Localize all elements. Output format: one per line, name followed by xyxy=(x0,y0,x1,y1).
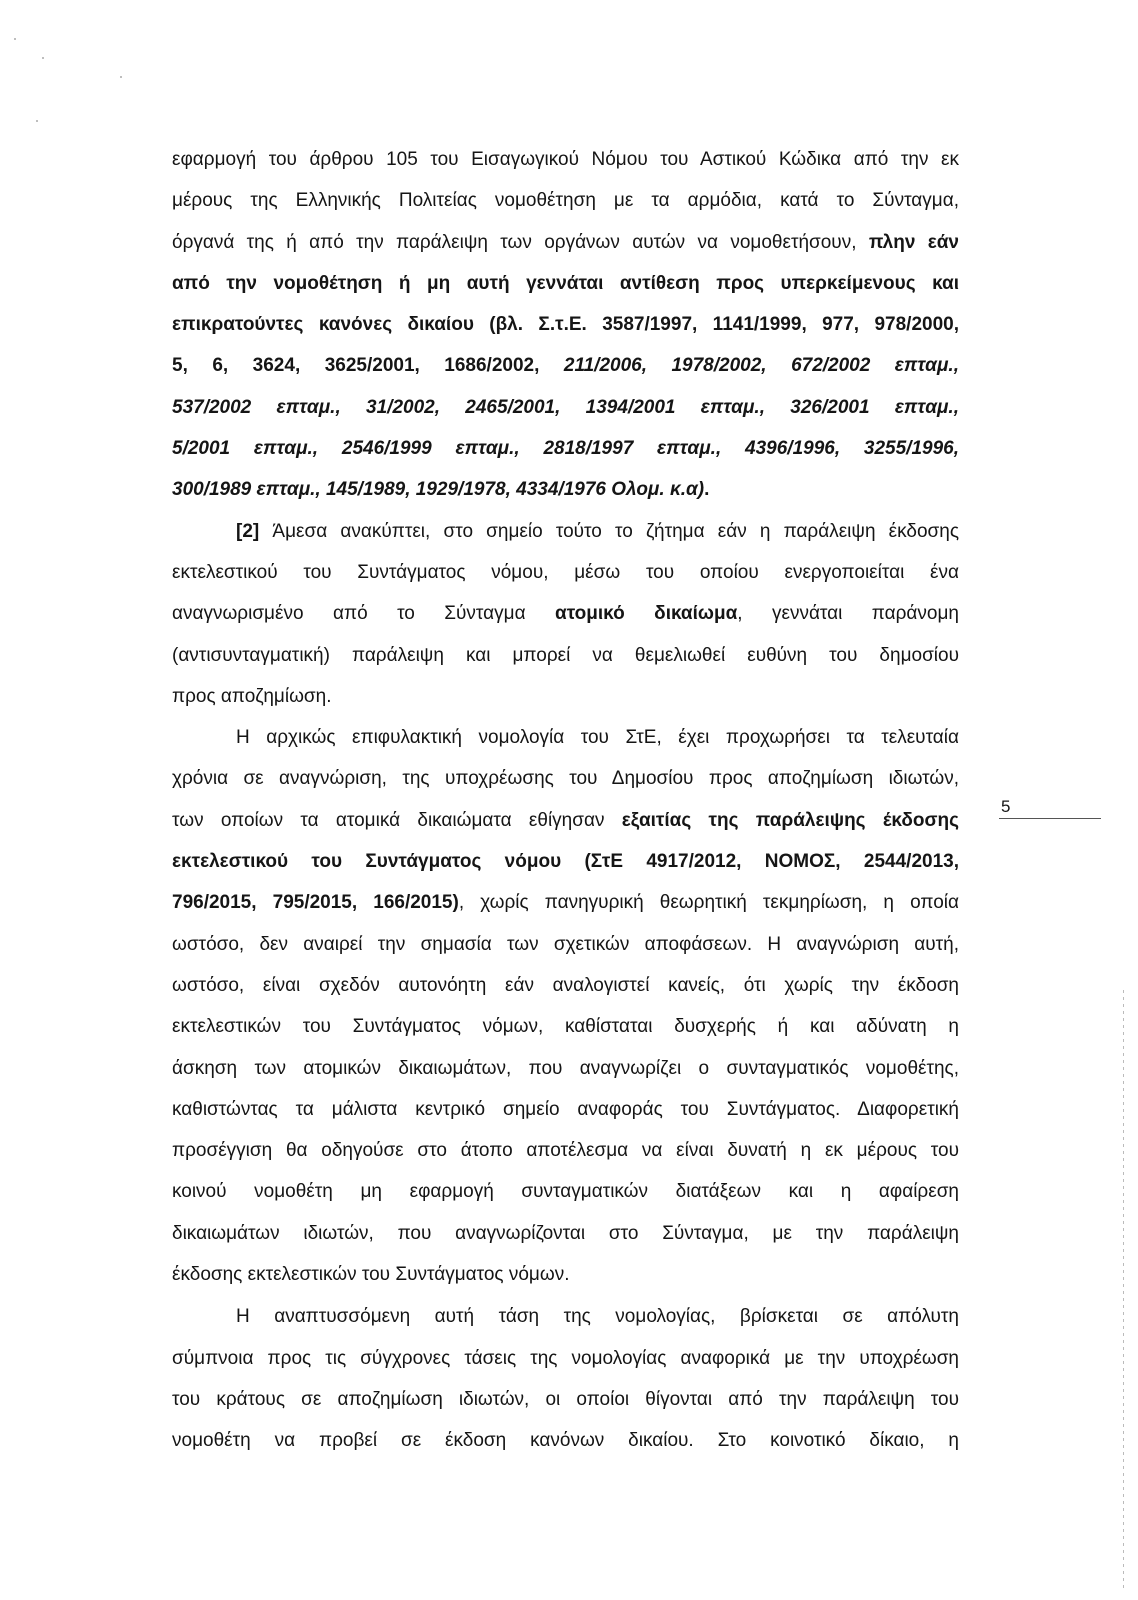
text-line xyxy=(172,552,959,593)
text-segment: εκτελεστικών του Συντάγματος νόμων, καθίσταται δυσχερής ή και αδύνατη η xyxy=(172,1016,959,1038)
body-text xyxy=(172,139,959,1462)
text-segment: χρόνια σε αναγνώριση, της υποχρέωσης του Δημοσίου προς αποζημίωση ιδιωτών, xyxy=(172,768,959,790)
text-segment: 5, 6, 3624, 3625/2001, 1686/2002, xyxy=(172,355,564,377)
text-line xyxy=(172,717,959,758)
text-segment: κοινού νομοθέτη μη εφαρμογή συνταγματικών διατάξεων και η αφαίρεση xyxy=(172,1181,959,1203)
text-line xyxy=(172,758,959,799)
scan-speck xyxy=(42,57,44,59)
text-line xyxy=(172,1338,959,1379)
text-line xyxy=(172,965,959,1006)
text-line xyxy=(172,511,959,552)
text-line xyxy=(172,469,959,510)
text-segment: 211/2006, 1978/2002, 672/2002 επταμ., xyxy=(563,355,959,377)
text-line xyxy=(172,1089,959,1130)
text-segment: 537/2002 επταμ., 31/2002, 2465/2001, 1394/2001 επταμ., 326/2001 επταμ., xyxy=(172,396,959,418)
text-line xyxy=(172,1420,959,1461)
text-segment: προς αποζημίωση. xyxy=(172,685,332,707)
text-line xyxy=(172,428,959,469)
page-number: 5 xyxy=(1001,797,1011,816)
text-line xyxy=(172,1213,959,1254)
text-segment: του κράτους σε αποζημίωση ιδιωτών, οι οποίοι θίγονται από την παράλειψη του xyxy=(172,1388,959,1410)
text-segment: μέρους της Ελληνικής Πολιτείας νομοθέτηση με τα αρμόδια, κατά το Σύνταγμα, xyxy=(172,190,959,212)
text-segment: εφαρμογή του άρθρου 105 του Εισαγωγικού Νόμου του Αστικού Κώδικα από την εκ xyxy=(172,149,959,170)
text-line xyxy=(172,882,959,923)
text-line xyxy=(172,1006,959,1047)
text-line xyxy=(172,676,959,717)
text-segment: ωστόσο, δεν αναιρεί την σημασία των σχετικών αποφάσεων. Η αναγνώριση αυτή, xyxy=(172,933,959,955)
text-line xyxy=(172,345,959,386)
text-segment: προσέγγιση θα οδηγούσε στο άτοπο αποτέλεσμα να είναι δυνατή η εκ μέρους του xyxy=(172,1140,959,1162)
text-segment: ατομικό δικαίωμα xyxy=(555,603,738,625)
text-line xyxy=(172,387,959,428)
text-line xyxy=(172,593,959,634)
text-segment: εξαιτίας της παράλειψης έκδοσης xyxy=(621,809,959,831)
text-segment: Άμεσα ανακύπτει, στο σημείο τούτο το ζήτημα εάν η παράλειψη έκδοσης xyxy=(272,520,959,542)
text-line xyxy=(172,1171,959,1212)
scan-edge-line xyxy=(1123,990,1124,1590)
text-segment: ωστόσο, είναι σχεδόν αυτονόητη εάν αναλογιστεί κανείς, ότι χωρίς την έκδοση xyxy=(172,974,959,996)
text-segment: , χωρίς πανηγυρική θεωρητική τεκμηρίωση, η οποία xyxy=(458,892,959,914)
text-segment: άσκηση των ατομικών δικαιωμάτων, που αναγνωρίζει ο συνταγματικός νομοθέτης, xyxy=(172,1057,959,1079)
text-line xyxy=(172,263,959,304)
text-segment: 796/2015, 795/2015, 166/2015) xyxy=(172,892,459,914)
text-segment: (αντισυνταγματική) παράλειψη και μπορεί να θεμελιωθεί ευθύνη του δημοσίου xyxy=(172,644,959,666)
text-line xyxy=(172,1130,959,1171)
scan-speck xyxy=(120,76,122,78)
text-line xyxy=(172,1254,959,1295)
text-segment: αναγνωρισμένο από το Σύνταγμα xyxy=(172,603,556,625)
text-segment: 5/2001 επταμ., 2546/1999 επταμ., 2818/1997 επταμ., 4396/1996, 3255/1996, xyxy=(172,438,959,460)
text-segment: έκδοσης εκτελεστικών του Συντάγματος νόμων. xyxy=(172,1264,570,1286)
text-line xyxy=(172,222,959,263)
text-line xyxy=(172,304,959,345)
text-segment: Η αρχικώς επιφυλακτική νομολογία του ΣτΕ, έχει προχωρήσει τα τελευταία xyxy=(236,727,959,749)
text-segment: νομοθέτη να προβεί σε έκδοση κανόνων δικαίου. Στο κοινοτικό δίκαιο, η xyxy=(172,1430,959,1452)
text-segment: , γεννάται παράνομη xyxy=(737,603,959,625)
text-line xyxy=(172,1296,959,1337)
text-line xyxy=(172,635,959,676)
margin-rule xyxy=(999,818,1101,819)
text-segment: πλην εάν xyxy=(868,231,959,253)
text-line xyxy=(172,1048,959,1089)
text-segment: επικρατούντες κανόνες δικαίου (βλ. Σ.τ.Ε. 3587/1997, 1141/1999, 977, 978/2000, xyxy=(172,314,959,336)
text-segment: από την νομοθέτηση ή μη αυτή γεννάται αντίθεση προς υπερκείμενους και xyxy=(172,272,959,294)
text-segment: σύμπνοια προς τις σύγχρονες τάσεις της νομολογίας αναφορικά με την υποχρέωση xyxy=(172,1347,959,1369)
text-segment: των οποίων τα ατομικά δικαιώματα εθίγησαν xyxy=(172,809,622,831)
text-line xyxy=(172,180,959,221)
text-segment: Η αναπτυσσόμενη αυτή τάση της νομολογίας, βρίσκεται σε απόλυτη xyxy=(236,1306,959,1328)
text-segment: εκτελεστικού του Συντάγματος νόμου (ΣτΕ 4917/2012, ΝΟΜΟΣ, 2544/2013, xyxy=(172,851,959,873)
text-line xyxy=(172,1379,959,1420)
scan-speck xyxy=(14,38,16,40)
text-segment: δικαιωμάτων ιδιωτών, που αναγνωρίζονται στο Σύνταγμα, με την παράλειψη xyxy=(172,1222,959,1244)
text-segment: καθιστώντας τα μάλιστα κεντρικό σημείο αναφοράς του Συντάγματος. Διαφορετική xyxy=(172,1098,959,1120)
scan-speck xyxy=(36,120,38,122)
text-segment: 300/1989 επταμ., 145/1989, 1929/1978, 4334/1976 Ολομ. κ.α) xyxy=(172,479,705,501)
text-line xyxy=(172,841,959,882)
text-segment: εκτελεστικού του Συντάγματος νόμου, μέσω του οποίου ενεργοποιείται ένα xyxy=(172,561,959,583)
text-segment: [2] xyxy=(236,520,273,542)
text-line xyxy=(172,924,959,965)
text-segment: όργανά της ή από την παράλειψη των οργάνων αυτών να νομοθετήσουν, xyxy=(172,231,869,253)
text-line xyxy=(172,800,959,841)
text-line xyxy=(172,139,959,180)
text-segment: . xyxy=(704,479,710,501)
